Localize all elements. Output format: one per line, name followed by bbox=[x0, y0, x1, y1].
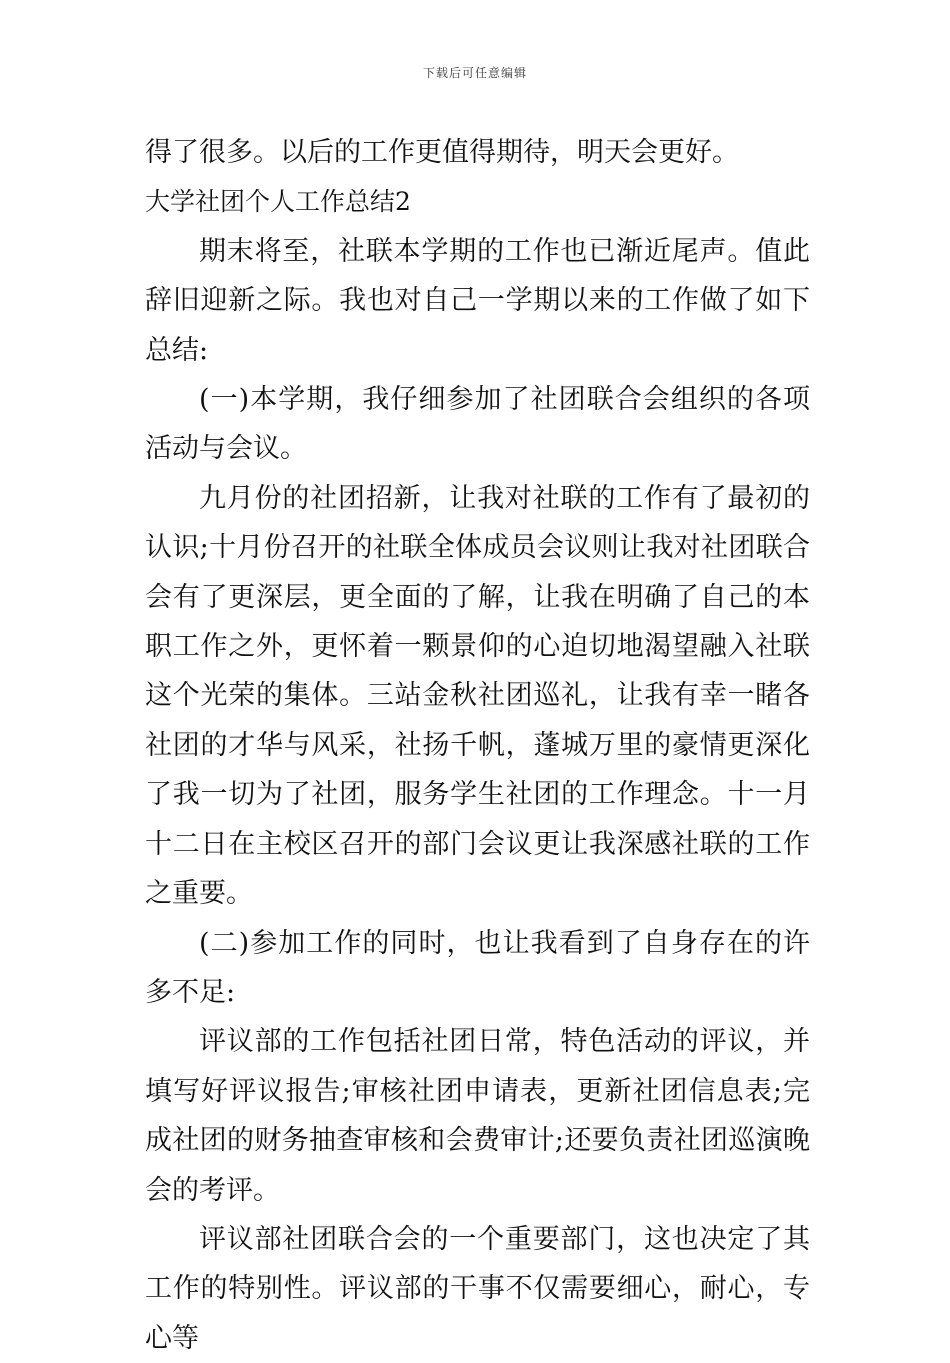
paragraph-department: 评议部社团联合会的一个重要部门，这也决定了其工作的特别性。评议部的干事不仅需要细心，耐心，专心等 bbox=[145, 1223, 810, 1354]
paragraph-activities: 九月份的社团招新，让我对社联的工作有了最初的认识;十月份召开的社联全体成员会议则让我对社团联合会有了更深层，更全面的了解，让我在明确了自己的本职工作之外，更怀着一颗景仰的心迫切地渴望融入社联这个光荣的集体。三站金秋社团巡礼，让我有幸一睹各社团的才华与风采，社扬千帆，蓬城万里的豪情更深化了我一切为了社团，服务学生社团的工作理念。十一月十二日在主校区召开的部门会议更让我深感社联的工作之重要。 bbox=[145, 482, 810, 910]
paragraph-duties: 评议部的工作包括社团日常，特色活动的评议，并填写好评议报告;审核社团申请表，更新社团信息表;完成社团的财务抽查审核和会费审计;还要负责社团巡演晚会的考评。 bbox=[145, 1026, 810, 1206]
section-heading: 大学社团个人工作总结2 bbox=[145, 187, 411, 217]
paragraph-continuation: 得了很多。以后的工作更值得期待，明天会更好。 bbox=[145, 137, 739, 168]
page-header: 下载后可任意编辑 bbox=[422, 66, 527, 80]
paragraph-point-one: (一)本学期，我仔细参加了社团联合会组织的各项活动与会议。 bbox=[145, 384, 810, 465]
document-body bbox=[145, 128, 810, 1363]
paragraph-point-two: (二)参加工作的同时，也让我看到了自身存在的许多不足: bbox=[145, 927, 810, 1008]
paragraph-intro: 期末将至，社联本学期的工作也已渐近尾声。值此辞旧迎新之际。我也对自己一学期以来的工作做了如下总结: bbox=[145, 235, 810, 366]
